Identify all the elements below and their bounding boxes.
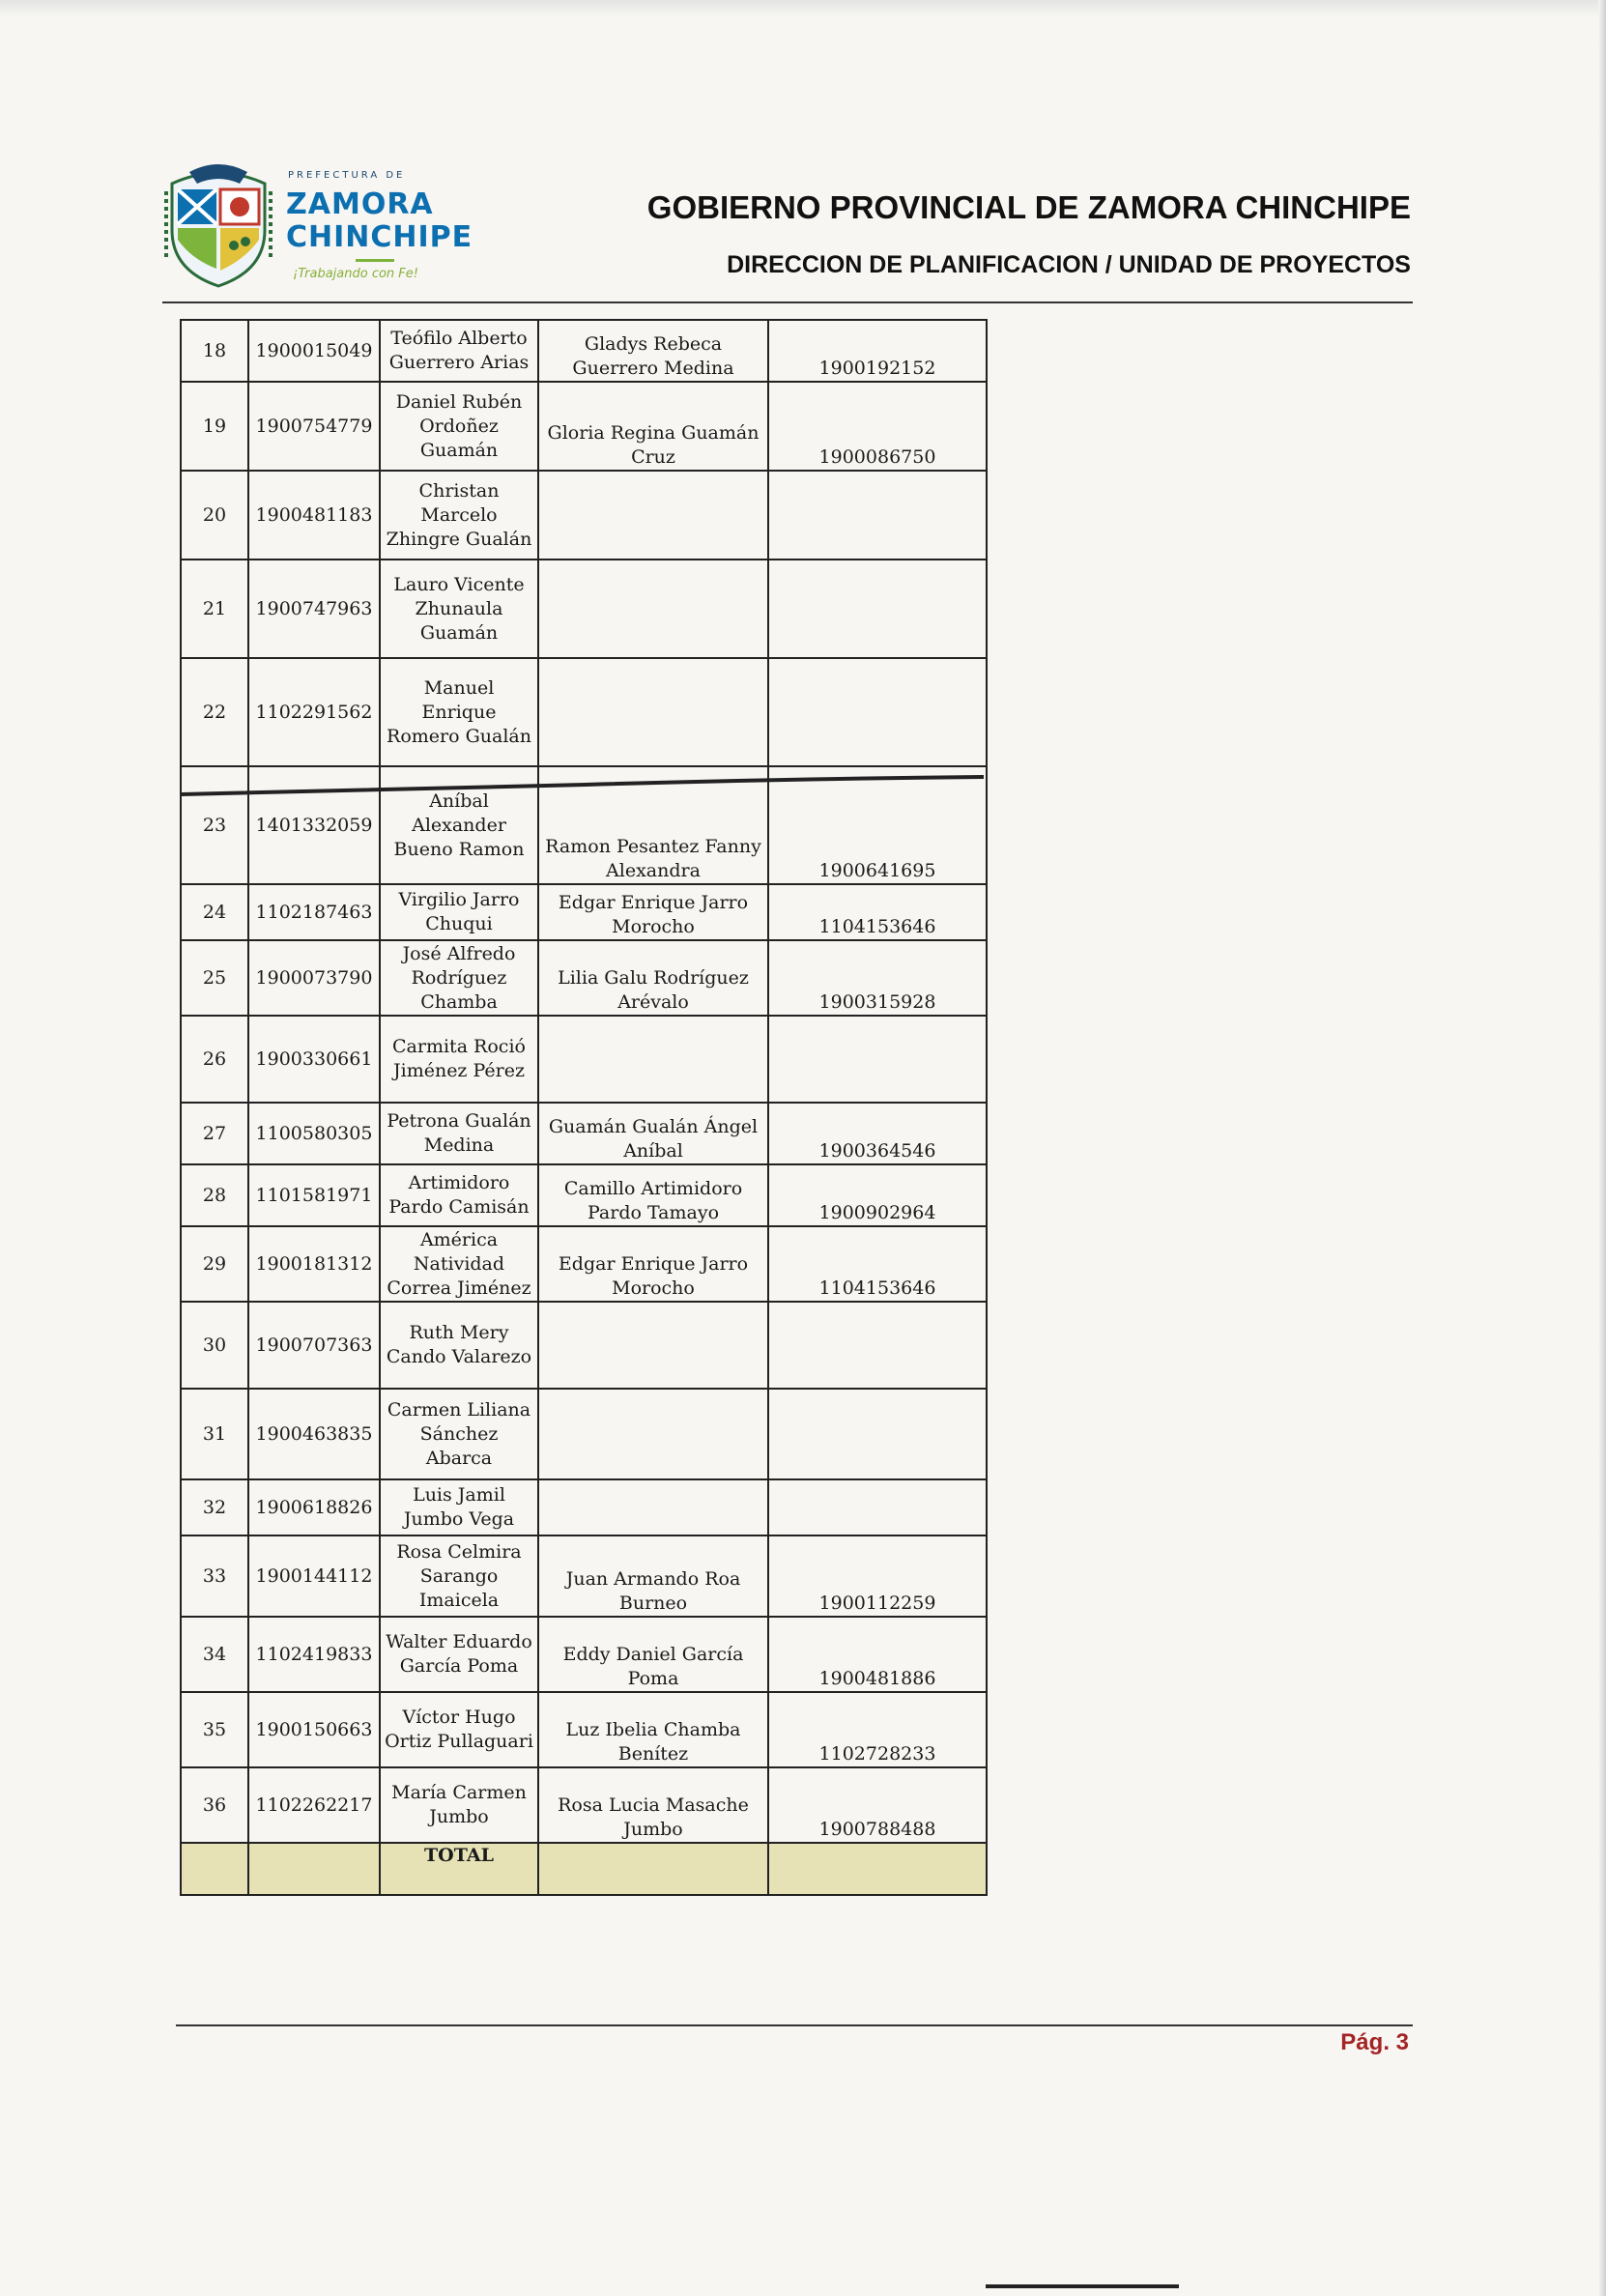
logo-kicker: PREFECTURA DE [288, 170, 406, 181]
row-number: 22 [181, 658, 248, 766]
scan-edge-shadow [1598, 0, 1606, 2296]
table-row [181, 940, 987, 1016]
row-representative-cedula [768, 560, 987, 658]
row-representative [538, 1389, 768, 1479]
row-cedula: 1102419833 [248, 1617, 380, 1692]
table-row [181, 1617, 987, 1692]
row-cedula: 1102187463 [248, 884, 380, 940]
document-title: GOBIERNO PROVINCIAL DE ZAMORA CHINCHIPE [646, 189, 1411, 225]
row-representative [538, 560, 768, 658]
row-name: Christan Marcelo Zhingre Gualán [380, 471, 538, 560]
row-cedula: 1900330661 [248, 1016, 380, 1103]
total-row [181, 1843, 987, 1895]
row-representative [538, 1302, 768, 1389]
table-row [181, 320, 987, 382]
row-representative-cedula: 1900315928 [768, 940, 987, 1016]
row-cedula: 1900481183 [248, 471, 380, 560]
document-subtitle: DIRECCION DE PLANIFICACION / UNIDAD DE PROYECTOS [727, 251, 1411, 278]
row-number: 26 [181, 1016, 248, 1103]
row-cedula: 1900747963 [248, 560, 380, 658]
row-representative: Gladys Rebeca Guerrero Medina [538, 320, 768, 382]
total-cell-empty [181, 1843, 248, 1895]
row-representative-cedula [768, 1302, 987, 1389]
row-representative-cedula: 1900481886 [768, 1617, 987, 1692]
row-number: 32 [181, 1479, 248, 1535]
row-number: 34 [181, 1617, 248, 1692]
row-name: Teófilo Alberto Guerrero Arias [380, 320, 538, 382]
row-representative-cedula: 1104153646 [768, 884, 987, 940]
total-cell-empty [248, 1843, 380, 1895]
table-row [181, 1103, 987, 1164]
row-name: Daniel Rubén Ordoñez Guamán [380, 382, 538, 471]
row-number: 33 [181, 1535, 248, 1617]
row-cedula: 1900707363 [248, 1302, 380, 1389]
row-cedula: 1900181312 [248, 1226, 380, 1302]
row-cedula: 1401332059 [248, 766, 380, 884]
row-cedula: 1900618826 [248, 1479, 380, 1535]
row-representative: Camillo Artimidoro Pardo Tamayo [538, 1164, 768, 1226]
row-name: Ruth Mery Cando Valarezo [380, 1302, 538, 1389]
row-number: 25 [181, 940, 248, 1016]
row-representative-cedula [768, 1479, 987, 1535]
row-number: 23 [181, 766, 248, 884]
row-name: José Alfredo Rodríguez Chamba [380, 940, 538, 1016]
row-name: América Natividad Correa Jiménez [380, 1226, 538, 1302]
table-row [181, 382, 987, 471]
row-representative-cedula [768, 471, 987, 560]
row-representative-cedula: 1900192152 [768, 320, 987, 382]
logo-name-line2: CHINCHIPE [286, 220, 473, 254]
row-cedula: 1900015049 [248, 320, 380, 382]
table-row [181, 1016, 987, 1103]
row-name: Rosa Celmira Sarango Imaicela [380, 1535, 538, 1617]
row-representative: Juan Armando Roa Burneo [538, 1535, 768, 1617]
row-number: 28 [181, 1164, 248, 1226]
row-name: Artimidoro Pardo Camisán [380, 1164, 538, 1226]
table-row [181, 1692, 987, 1767]
row-representative: Eddy Daniel García Poma [538, 1617, 768, 1692]
table-row [181, 1389, 987, 1479]
row-number: 21 [181, 560, 248, 658]
row-number: 19 [181, 382, 248, 471]
row-representative-cedula: 1900086750 [768, 382, 987, 471]
row-number: 30 [181, 1302, 248, 1389]
table-row [181, 1535, 987, 1617]
total-cell-empty [768, 1843, 987, 1895]
beneficiaries-table-wrap [180, 319, 986, 1896]
row-representative-cedula: 1900788488 [768, 1767, 987, 1843]
table-row [181, 884, 987, 940]
row-name: Lauro Vicente Zhunaula Guamán [380, 560, 538, 658]
row-cedula: 1102291562 [248, 658, 380, 766]
row-number: 24 [181, 884, 248, 940]
row-name: Víctor Hugo Ortiz Pullaguari [380, 1692, 538, 1767]
total-cell-empty [538, 1843, 768, 1895]
row-name: Walter Eduardo García Poma [380, 1617, 538, 1692]
beneficiaries-table [180, 319, 988, 1896]
table-row [181, 1302, 987, 1389]
row-representative [538, 1016, 768, 1103]
row-representative-cedula: 1900112259 [768, 1535, 987, 1617]
row-number: 35 [181, 1692, 248, 1767]
row-representative [538, 471, 768, 560]
row-number: 27 [181, 1103, 248, 1164]
row-representative: Edgar Enrique Jarro Morocho [538, 884, 768, 940]
scan-mark [986, 2284, 1179, 2288]
row-number: 31 [181, 1389, 248, 1479]
shield-icon [162, 162, 274, 288]
total-label: TOTAL [380, 1843, 538, 1895]
row-representative-cedula: 1102728233 [768, 1692, 987, 1767]
row-name: Petrona Gualán Medina [380, 1103, 538, 1164]
row-number: 29 [181, 1226, 248, 1302]
table-row [181, 1479, 987, 1535]
table-row [181, 560, 987, 658]
row-cedula: 1900463835 [248, 1389, 380, 1479]
row-cedula: 1102262217 [248, 1767, 380, 1843]
row-number: 18 [181, 320, 248, 382]
row-representative-cedula: 1104153646 [768, 1226, 987, 1302]
header-divider [162, 301, 1413, 303]
row-representative: Guamán Gualán Ángel Aníbal [538, 1103, 768, 1164]
prefecture-logo [162, 162, 472, 298]
row-name: Aníbal Alexander Bueno Ramon [380, 766, 538, 884]
table-row [181, 658, 987, 766]
table-row [181, 1226, 987, 1302]
table-row [181, 471, 987, 560]
scan-edge [0, 0, 1606, 17]
ink-divider-stroke [180, 771, 986, 800]
logo-name-line1: ZAMORA [286, 187, 434, 221]
row-representative [538, 1479, 768, 1535]
footer-divider [176, 2024, 1413, 2026]
row-representative: Ramon Pesantez Fanny Alexandra [538, 766, 768, 884]
row-representative-cedula [768, 658, 987, 766]
row-representative-cedula: 1900364546 [768, 1103, 987, 1164]
row-representative-cedula [768, 1016, 987, 1103]
row-representative: Lilia Galu Rodríguez Arévalo [538, 940, 768, 1016]
row-cedula: 1900754779 [248, 382, 380, 471]
row-representative-cedula: 1900641695 [768, 766, 987, 884]
row-name: Carmita Roció Jiménez Pérez [380, 1016, 538, 1103]
table-body [181, 320, 987, 1843]
row-number: 20 [181, 471, 248, 560]
row-representative: Gloria Regina Guamán Cruz [538, 382, 768, 471]
row-cedula: 1100580305 [248, 1103, 380, 1164]
row-representative-cedula: 1900902964 [768, 1164, 987, 1226]
row-representative: Edgar Enrique Jarro Morocho [538, 1226, 768, 1302]
row-name: Manuel Enrique Romero Gualán [380, 658, 538, 766]
row-cedula: 1900144112 [248, 1535, 380, 1617]
table-row [181, 1164, 987, 1226]
row-cedula: 1101581971 [248, 1164, 380, 1226]
row-cedula: 1900150663 [248, 1692, 380, 1767]
row-cedula: 1900073790 [248, 940, 380, 1016]
row-name: Luis Jamil Jumbo Vega [380, 1479, 538, 1535]
logo-tagline: ¡Trabajando con Fe! [293, 267, 418, 281]
row-number: 36 [181, 1767, 248, 1843]
page-number: Pág. 3 [1340, 2029, 1409, 2055]
row-representative [538, 658, 768, 766]
row-name: María Carmen Jumbo [380, 1767, 538, 1843]
row-name: Carmen Liliana Sánchez Abarca [380, 1389, 538, 1479]
row-name: Virgilio Jarro Chuqui [380, 884, 538, 940]
row-representative: Luz Ibelia Chamba Benítez [538, 1692, 768, 1767]
row-representative: Rosa Lucia Masache Jumbo [538, 1767, 768, 1843]
table-row [181, 1767, 987, 1843]
logo-accent-bar [356, 259, 394, 262]
row-representative-cedula [768, 1389, 987, 1479]
